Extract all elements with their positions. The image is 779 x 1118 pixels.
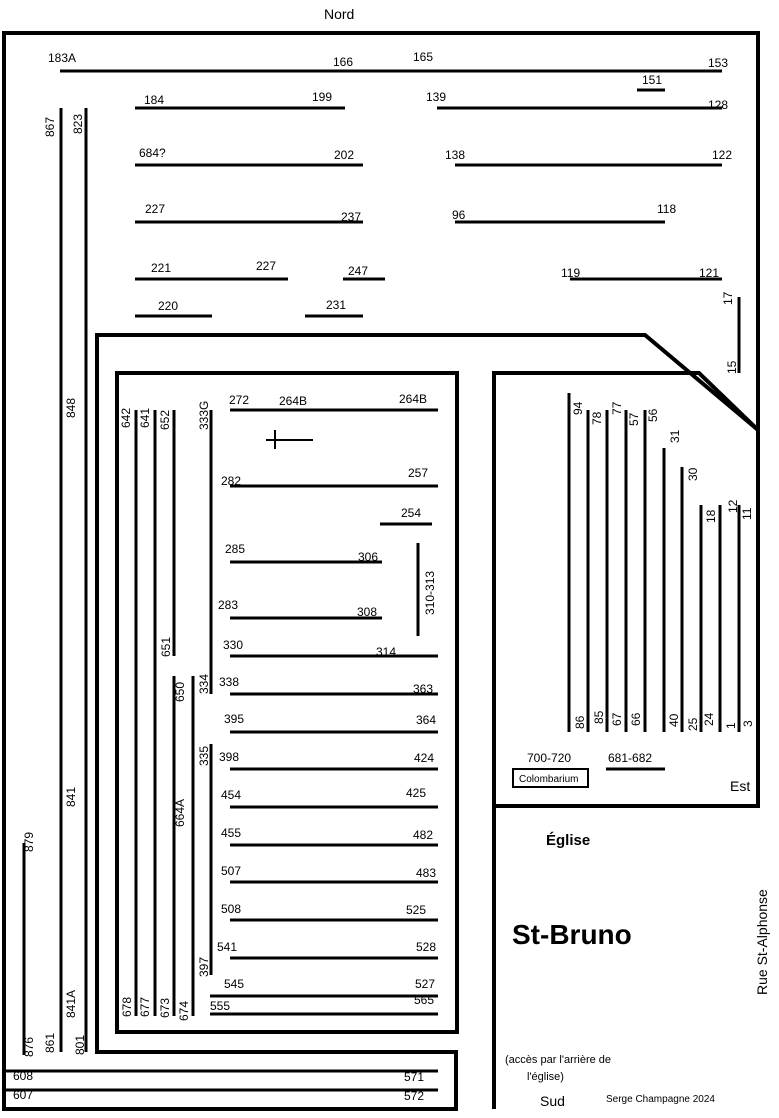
- lot-841A: 841A: [64, 989, 78, 1018]
- lot-508: 508: [221, 902, 242, 916]
- lot-483: 483: [416, 866, 437, 880]
- lot-77: 77: [610, 401, 624, 415]
- lot-153: 153: [708, 56, 729, 70]
- church-label: Église: [546, 832, 591, 849]
- lot-40: 40: [667, 713, 681, 727]
- east-label: Est: [730, 778, 751, 794]
- lot-528: 528: [416, 940, 437, 954]
- lot-220: 220: [158, 299, 179, 313]
- credit: Serge Champagne 2024: [606, 1094, 715, 1105]
- lot-184: 184: [144, 93, 165, 107]
- north-label: Nord: [324, 6, 355, 22]
- lot-56: 56: [646, 408, 660, 422]
- lot-876: 876: [22, 1036, 36, 1057]
- lot-425: 425: [406, 786, 427, 800]
- lot-338: 338: [219, 675, 240, 689]
- columbarium-number: 700-720: [527, 751, 572, 765]
- lot-677: 677: [138, 996, 152, 1017]
- lot-247: 247: [348, 264, 369, 278]
- lot-801: 801: [73, 1034, 87, 1055]
- lot-565: 565: [414, 993, 435, 1007]
- lot-3: 3: [741, 720, 755, 727]
- lot-310-313: 310-313: [423, 570, 437, 615]
- lot-398: 398: [219, 750, 240, 764]
- lot-138: 138: [445, 148, 466, 162]
- inner-section: [117, 373, 457, 1032]
- lot-652: 652: [158, 409, 172, 430]
- lot-18: 18: [704, 509, 718, 523]
- lot-607: 607: [13, 1088, 34, 1102]
- lot-395: 395: [224, 712, 245, 726]
- lot-128: 128: [708, 98, 729, 112]
- lot-272: 272: [229, 393, 250, 407]
- lot-673: 673: [158, 997, 172, 1018]
- lot-122: 122: [712, 148, 733, 162]
- lot-94: 94: [571, 401, 585, 415]
- columbarium-label: Colombarium: [519, 774, 579, 785]
- lot-118: 118: [657, 202, 677, 216]
- lot-139: 139: [426, 90, 447, 104]
- lot-96: 96: [452, 208, 466, 222]
- lot-78: 78: [590, 411, 604, 425]
- lot-15: 15: [725, 360, 739, 374]
- lot-678: 678: [120, 996, 134, 1017]
- lot-363: 363: [413, 682, 434, 696]
- lot-121: 121: [699, 266, 720, 280]
- lot-283: 283: [218, 598, 239, 612]
- lot-183A: 183A: [48, 51, 77, 65]
- lot-202: 202: [334, 148, 355, 162]
- lot-651: 651: [159, 636, 173, 657]
- lot-861: 861: [43, 1032, 57, 1053]
- lot-30: 30: [686, 467, 700, 481]
- lot-227-a: 227: [145, 202, 166, 216]
- lot-482: 482: [413, 828, 434, 842]
- lot-841: 841: [64, 786, 78, 807]
- cross-icon: [266, 430, 313, 449]
- lot-57: 57: [627, 412, 641, 426]
- lot-330: 330: [223, 638, 244, 652]
- lot-221: 221: [151, 261, 172, 275]
- lot-684: 684?: [139, 146, 166, 160]
- lot-674: 674: [177, 1000, 191, 1021]
- church-name: St-Bruno: [512, 919, 632, 950]
- access-note-line2: l'église): [527, 1071, 564, 1083]
- lot-237: 237: [341, 210, 362, 224]
- lot-264B-a: 264B: [279, 394, 308, 408]
- lot-541: 541: [217, 940, 238, 954]
- lot-308: 308: [357, 605, 378, 619]
- lot-879: 879: [22, 831, 36, 852]
- lot-231: 231: [326, 298, 347, 312]
- lot-285: 285: [225, 542, 246, 556]
- lot-24: 24: [702, 712, 716, 726]
- lot-848: 848: [64, 397, 78, 418]
- south-label: Sud: [540, 1093, 565, 1109]
- lot-454: 454: [221, 788, 242, 802]
- lot-85: 85: [592, 710, 606, 724]
- lot-650: 650: [173, 681, 187, 702]
- lot-227-b: 227: [256, 259, 277, 273]
- lot-455: 455: [221, 826, 242, 840]
- lot-333G: 333G: [197, 400, 211, 430]
- lot-823: 823: [71, 113, 85, 134]
- lot-264B-b: 264B: [399, 392, 428, 406]
- lot-397: 397: [197, 956, 211, 977]
- lot-571: 571: [404, 1070, 425, 1084]
- lot-17: 17: [721, 291, 735, 305]
- lot-334: 334: [197, 673, 211, 694]
- lot-664A: 664A: [173, 798, 187, 827]
- lot-31: 31: [668, 429, 682, 443]
- lot-335: 335: [197, 745, 211, 766]
- access-note-line1: (accès par l'arrière de: [505, 1054, 612, 1066]
- lot-527: 527: [415, 977, 436, 991]
- lot-572: 572: [404, 1089, 425, 1103]
- lot-12: 12: [726, 499, 740, 513]
- lot-1: 1: [724, 722, 738, 729]
- lot-166: 166: [333, 55, 354, 69]
- street-label: Rue St-Alphonse: [754, 889, 770, 995]
- lot-11: 11: [740, 507, 754, 520]
- lot-119: 119: [561, 266, 581, 280]
- lot-424: 424: [414, 751, 435, 765]
- lot-641: 641: [138, 407, 152, 428]
- lot-199: 199: [312, 90, 333, 104]
- lot-25: 25: [686, 717, 700, 731]
- lot-165: 165: [413, 50, 434, 64]
- lot-867: 867: [43, 116, 57, 137]
- lot-507: 507: [221, 864, 242, 878]
- lot-525: 525: [406, 903, 427, 917]
- lot-555: 555: [210, 999, 231, 1013]
- lot-254: 254: [401, 506, 422, 520]
- lot-151: 151: [642, 73, 663, 87]
- lot-86: 86: [573, 715, 587, 729]
- lot-364: 364: [416, 713, 437, 727]
- lot-306: 306: [358, 550, 379, 564]
- lot-314: 314: [376, 645, 397, 659]
- lot-67: 67: [610, 712, 624, 726]
- lot-66: 66: [629, 712, 643, 726]
- lot-642: 642: [119, 407, 133, 428]
- lot-608: 608: [13, 1069, 34, 1083]
- lot-282: 282: [221, 474, 242, 488]
- lot-257: 257: [408, 466, 429, 480]
- lot-545: 545: [224, 977, 245, 991]
- lot-681-682: 681-682: [608, 751, 653, 765]
